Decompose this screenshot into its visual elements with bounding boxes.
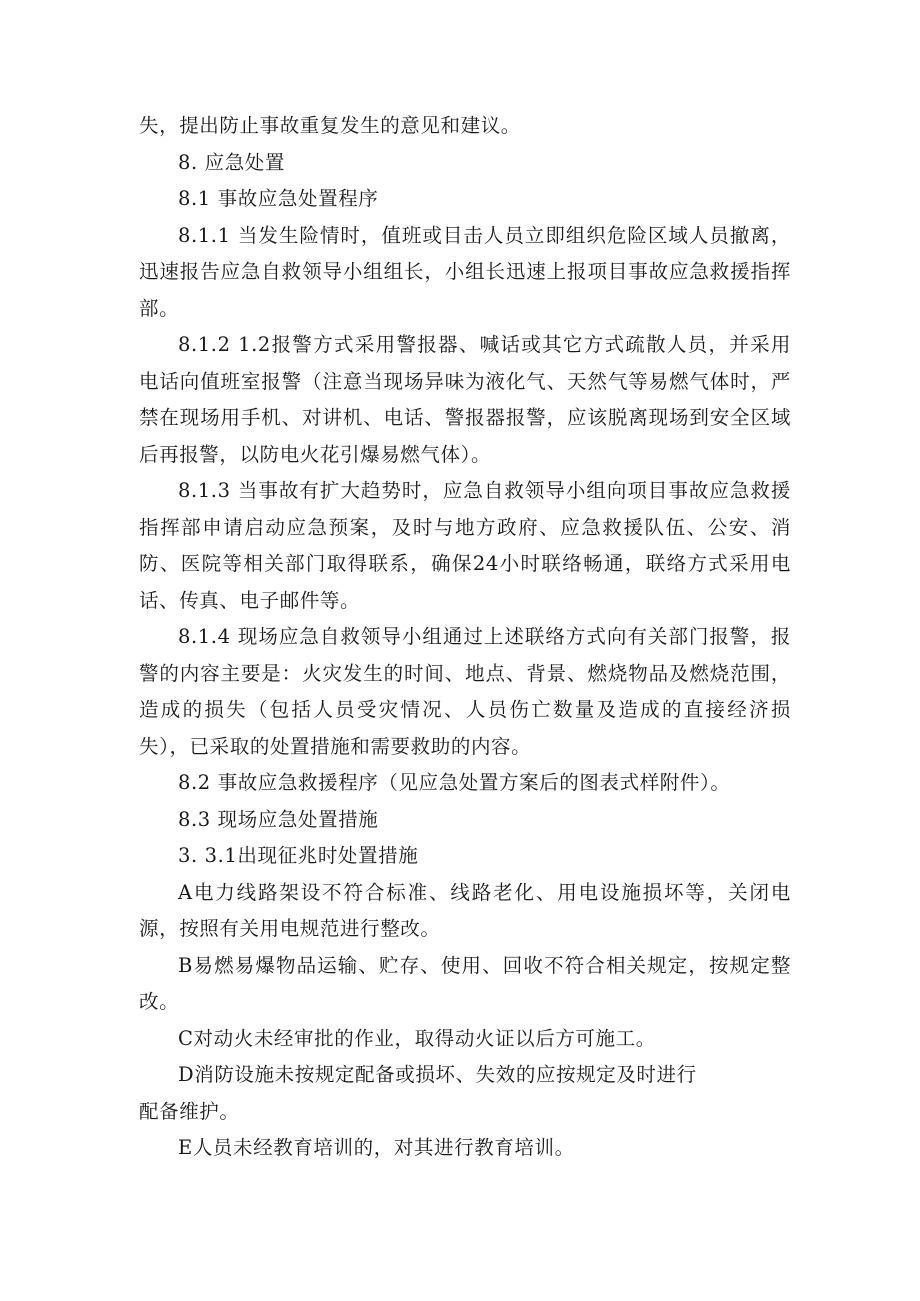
- heading-accident-procedure: 8.1 事故应急处置程序: [178, 187, 379, 210]
- paragraph-8-1-4: 8.1.4 现场应急自救领导小组通过上述联络方式向有关部门报警，报警的内容主要是：火灾发生的时间、地点、背景、燃烧物品及燃烧范围，造成的损失（包括人员受灾情况、人员伤亡数量及造成的直接经济损失），已采取的处置措施和需要救助的内容。: [139, 625, 791, 758]
- item-a: A电力线路架设不符合标准、线路老化、用电设施损坏等，关闭电源，按照有关用电规范进行整改。: [139, 880, 791, 940]
- item-d-continuation: 配备维护。: [139, 1099, 240, 1123]
- heading-rescue-procedure: 8.2 事故应急救援程序（见应急处置方案后的图表式样附件）。: [178, 771, 731, 794]
- heading-onsite-measures: 8.3 现场应急处置措施: [178, 807, 379, 831]
- document-page: [139, 108, 791, 1167]
- paragraph-continuation: 失，提出防止事故重复发生的意见和建议。: [139, 114, 521, 137]
- heading-emergency-response: 8. 应急处置: [178, 150, 286, 174]
- item-b: B易燃易爆物品运输、贮存、使用、回收不符合相关规定，按规定整改。: [139, 953, 791, 1013]
- paragraph-8-1-2: 8.1.2 1.2报警方式采用警报器、喊话或其它方式疏散人员，并采用电话向值班室报警（注意当现场异味为液化气、天然气等易燃气体时，严禁在现场用手机、对讲机、电话、警报器报警，应该脱离现场到安全区域后再报警，以防电火花引爆易燃气体）。: [139, 333, 791, 466]
- item-e: E人员未经教育培训的，对其进行教育培训。: [178, 1136, 575, 1159]
- paragraph-8-1-1: 8.1.1 当发生险情时，值班或目击人员立即组织危险区域人员撤离，迅速报告应急自救领导小组组长，小组长迅速上报项目事故应急救援指挥部。: [139, 223, 791, 320]
- item-c: C对动火未经审批的作业，取得动火证以后方可施工。: [178, 1026, 656, 1050]
- heading-warning-sign-measures: 3. 3.1出现征兆时处置措施: [178, 844, 419, 867]
- item-d: D消防设施未按规定配备或损坏、失效的应按规定及时进行: [178, 1063, 697, 1086]
- paragraph-8-1-3: 8.1.3 当事故有扩大趋势时，应急自救领导小组向项目事故应急救援指挥部申请启动应急预案，及时与地方政府、应急救援队伍、公安、消防、医院等相关部门取得联系，确保24小时联络畅通，联络方式采用电话、传真、电子邮件等。: [139, 479, 791, 612]
